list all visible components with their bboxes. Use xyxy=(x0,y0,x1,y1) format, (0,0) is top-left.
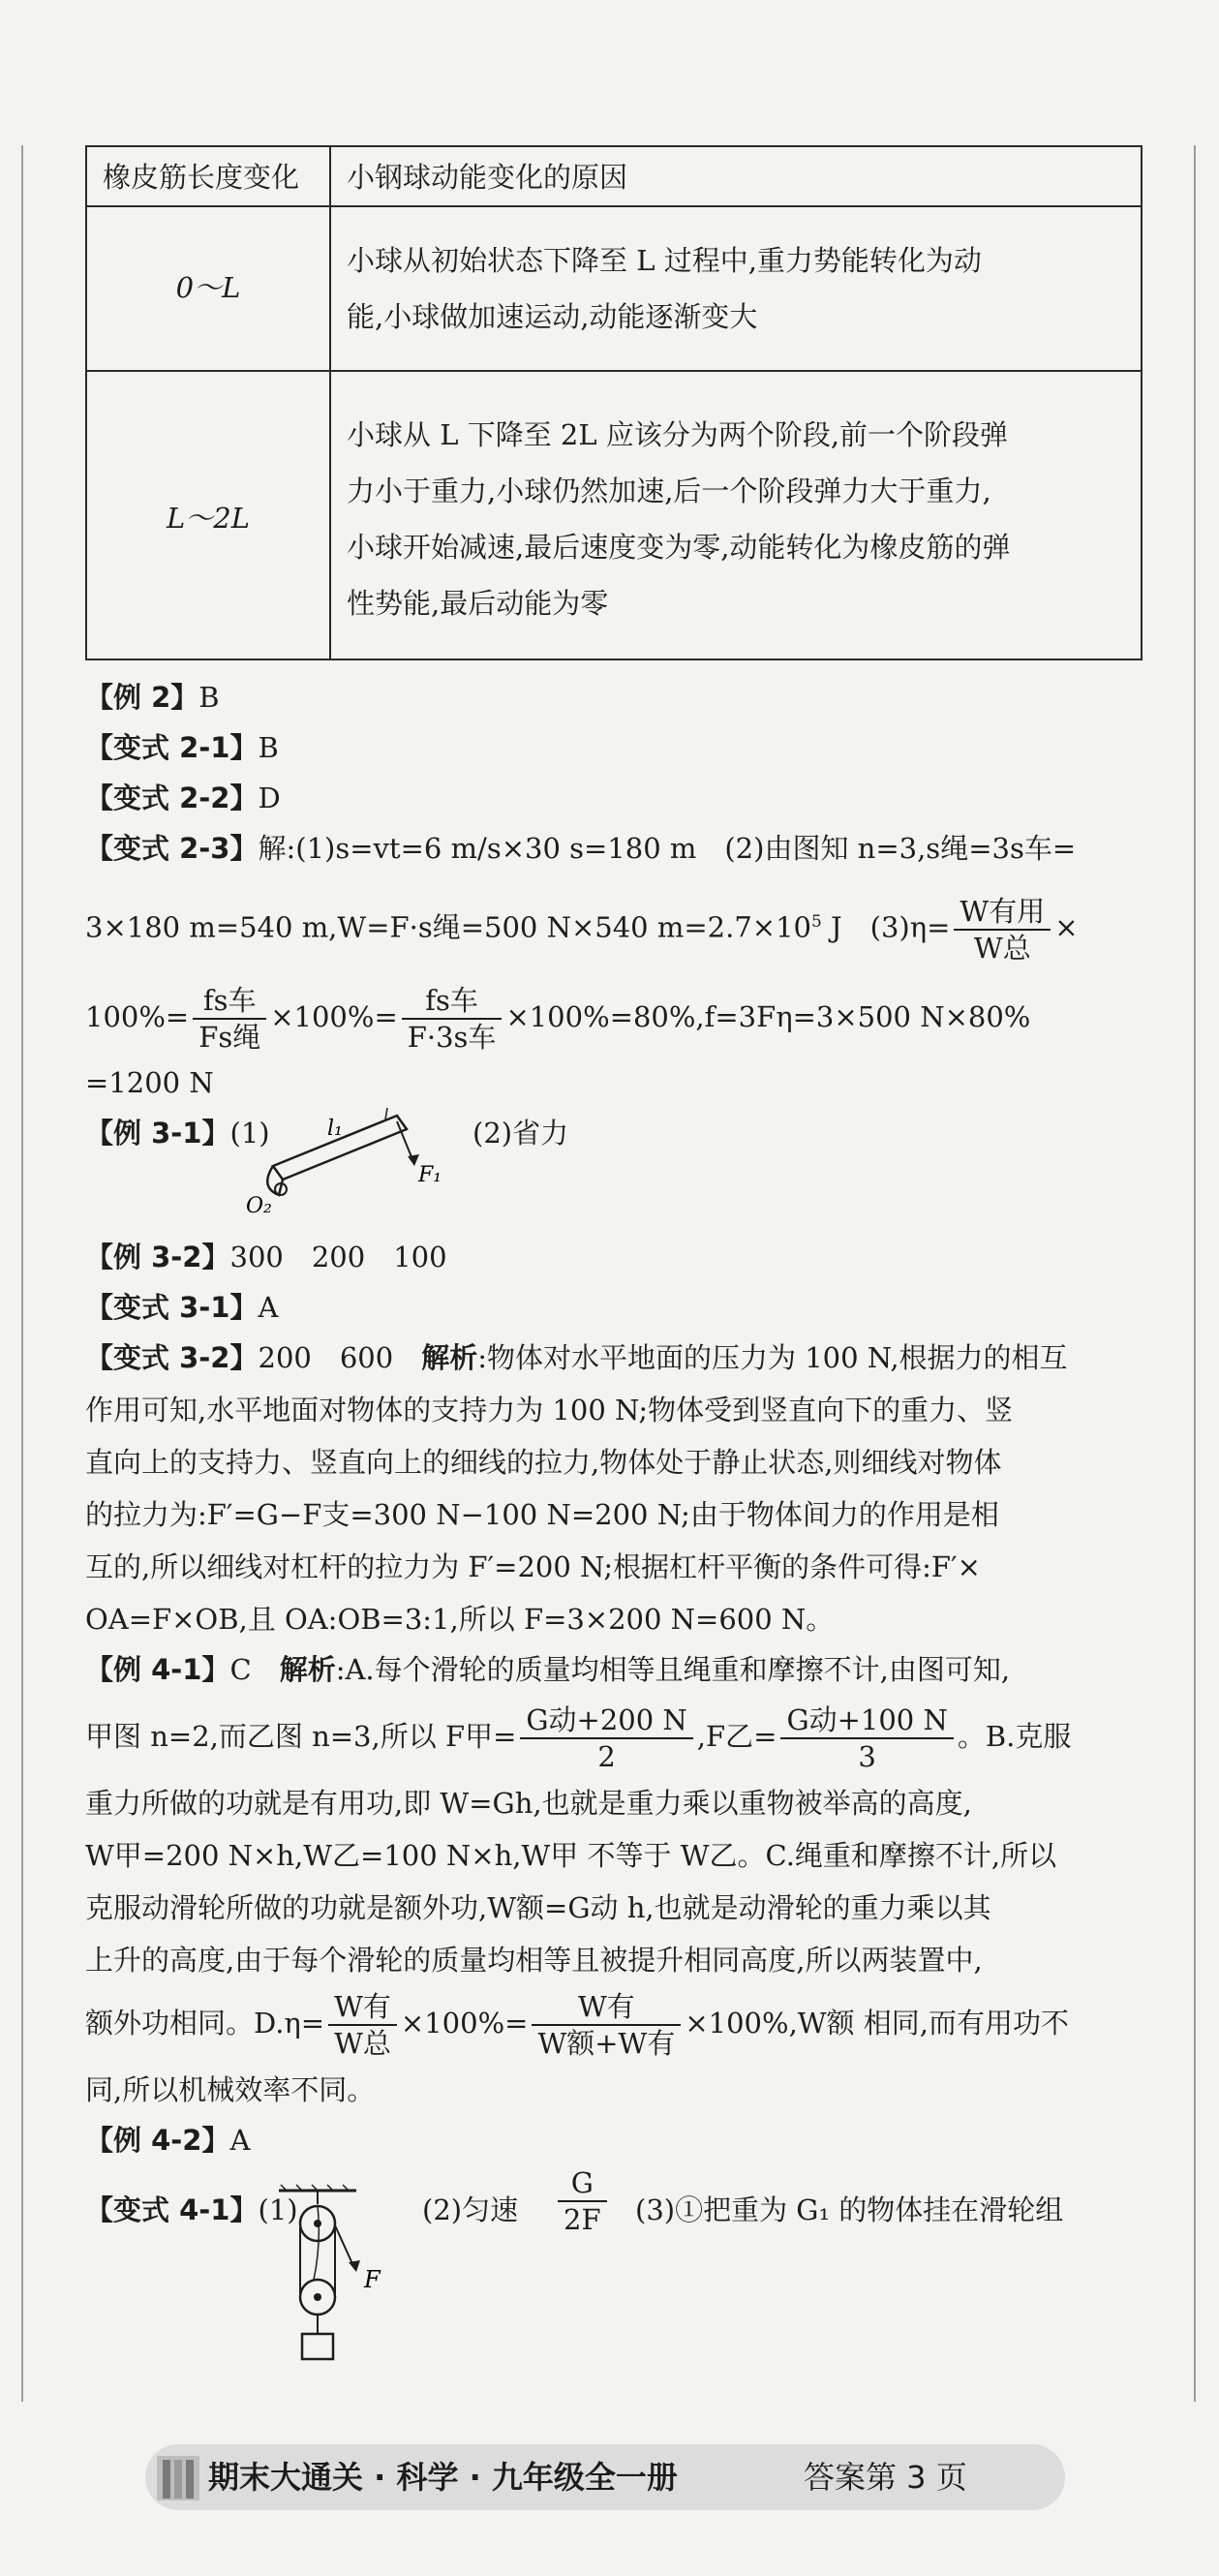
table-row-range: 0～L xyxy=(175,271,241,304)
denominator: W额+W有 xyxy=(537,2027,676,2060)
answer-value: A xyxy=(229,2124,251,2157)
answer-line-v32 xyxy=(85,1338,1143,1377)
numerator: G xyxy=(558,2165,607,2202)
denominator: 3 xyxy=(858,1740,876,1773)
denominator: F·3s车 xyxy=(407,1021,497,1054)
analysis-label: 解析 xyxy=(421,1341,478,1374)
table-row-text: 小球从 L 下降至 2L 应该分为两个阶段,前一个阶段弹 xyxy=(347,418,1009,451)
solution-line xyxy=(85,980,1143,1055)
lever-label-pivot: O₂ xyxy=(246,1194,272,1218)
answer-part: (3)①把重为 G₁ 的物体挂在滑轮组 xyxy=(635,2193,1064,2226)
analysis-line: 互的,所以细线对杠杆的拉力为 F′=200 N;根据杠杆平衡的条件可得:F′× xyxy=(85,1550,981,1583)
answer-line-v22 xyxy=(85,779,1143,817)
book-logo-icon xyxy=(155,2450,201,2504)
answer-tag: 【变式 2-3】 xyxy=(85,832,259,865)
answer-value: B xyxy=(198,681,220,714)
solution-line xyxy=(85,1063,1143,1102)
answer-tag: 【例 2】 xyxy=(85,681,199,714)
table-header-col1: 橡皮筋长度变化 xyxy=(103,161,300,194)
table-row-text: 小球开始减速,最后速度变为零,动能转化为橡皮筋的弹 xyxy=(347,531,1011,564)
answer-table xyxy=(85,145,1143,660)
analysis-line xyxy=(85,1987,1143,2061)
analysis-text: 。B.克服 xyxy=(957,1720,1072,1753)
solution-text: 3×180 m=540 m,W=F·s绳=500 N×540 m=2.7×10 xyxy=(85,910,811,944)
answer-line-ex32 xyxy=(85,1238,1143,1276)
footer-page-number: 答案第 3 页 xyxy=(804,2459,967,2496)
denominator: 2F xyxy=(564,2203,601,2236)
numerator: G动+100 N xyxy=(780,1702,953,1739)
table-row-text: 小球从初始状态下降至 L 过程中,重力势能转化为动 xyxy=(347,244,982,277)
analysis-line xyxy=(85,1701,1143,1774)
answer-part-3 xyxy=(635,2191,1143,2229)
analysis-line: 作用可知,水平地面对物体的支持力为 100 N;物体受到竖直向下的重力、竖 xyxy=(85,1394,1014,1426)
fraction xyxy=(520,1702,692,1774)
answer-tag: 【变式 3-1】 xyxy=(85,1291,259,1324)
answer-tag: 【例 3-2】 xyxy=(85,1241,230,1273)
answer-tag: 【例 3-1】 xyxy=(85,1117,230,1150)
analysis-line: 的拉力为:F′=G−F支=300 N−100 N=200 N;由于物体间力的作用是相 xyxy=(85,1498,999,1531)
analysis-text: 额外功相同。D.η= xyxy=(85,2007,325,2039)
analysis-line: 同,所以机械效率不同。 xyxy=(85,2073,376,2106)
denominator: Fs绳 xyxy=(198,1021,261,1054)
answer-part-2 xyxy=(472,1114,1143,1152)
analysis-line: 克服动滑轮所做的功就是额外功,W额=G动 h,也就是动滑轮的重力乘以其 xyxy=(85,1891,991,1924)
answer-line-ex42 xyxy=(85,2121,1143,2160)
answer-tag: 【例 4-2】 xyxy=(85,2124,230,2157)
answer-line-ex2 xyxy=(85,678,1143,717)
numerator: W有用 xyxy=(954,894,1051,931)
solution-text: J (3)η= xyxy=(821,910,951,944)
answer-value: B xyxy=(258,731,279,764)
analysis-line: OA=F×OB,且 OA:OB=3:1,所以 F=3×200 N=600 N。 xyxy=(85,1603,835,1636)
answer-part: (2)匀速 xyxy=(422,2193,519,2226)
solution-text: ×100%= xyxy=(270,1000,398,1033)
lever-label-force: F₁ xyxy=(418,1163,442,1187)
fraction xyxy=(328,1989,397,2061)
analysis-line: W甲=200 N×h,W乙=100 N×h,W甲 不等于 W乙。C.绳重和摩擦不计,所以 xyxy=(85,1839,1057,1872)
solution-text: 100%= xyxy=(85,1000,190,1033)
analysis-line: 上升的高度,由于每个滑轮的质量均相等且被提升相同高度,所以两装置中, xyxy=(85,1944,983,1977)
answer-tag: 【例 4-1】 xyxy=(85,1653,230,1686)
answer-value: 200 600 xyxy=(258,1341,422,1374)
pulley-diagram xyxy=(259,2183,395,2367)
table-row-text: 能,小球做加速运动,动能逐渐变大 xyxy=(347,300,758,333)
answer-value: C xyxy=(229,1653,280,1686)
exponent: 5 xyxy=(810,912,822,932)
fraction xyxy=(402,983,503,1055)
answer-tag: 【变式 2-1】 xyxy=(85,731,259,764)
analysis-text: :A.每个滑轮的质量均相等且绳重和摩擦不计,由图可知, xyxy=(335,1653,1011,1686)
answer-line-ex41 xyxy=(85,1650,1143,1689)
table-column-divider xyxy=(329,147,331,659)
answer-tag: 【变式 2-2】 xyxy=(85,782,259,814)
fraction xyxy=(780,1702,953,1774)
table-row-text: 力小于重力,小球仍然加速,后一个阶段弹力大于重力, xyxy=(347,475,991,507)
footer-title: 期末大通关 · 科学 · 九年级全一册 xyxy=(208,2459,678,2496)
analysis-text: ,F乙= xyxy=(696,1720,777,1753)
denominator: 2 xyxy=(597,1740,616,1773)
lever-diagram xyxy=(242,1106,455,1222)
solution-text: =1200 N xyxy=(85,1066,214,1099)
table-row-divider xyxy=(87,205,1141,207)
fraction xyxy=(532,1989,681,2061)
lever-label-l1: l₁ xyxy=(327,1117,343,1141)
analysis-text: 甲图 n=2,而乙图 n=3,所以 F甲= xyxy=(85,1720,517,1753)
analysis-label: 解析 xyxy=(279,1653,336,1686)
answer-value: 300 200 100 xyxy=(229,1241,447,1273)
numerator: W有 xyxy=(532,1989,681,2026)
solution-text: ×100%=80%,f=3Fη=3×500 N×80% xyxy=(505,1000,1031,1033)
fraction xyxy=(193,983,266,1055)
analysis-text: :物体对水平地面的压力为 100 N,根据力的相互 xyxy=(477,1341,1068,1374)
numerator: fs车 xyxy=(402,983,503,1020)
table-row-text: 性势能,最后动能为零 xyxy=(347,587,609,620)
pulley-label-force: F xyxy=(364,2266,381,2293)
numerator: W有 xyxy=(328,1989,397,2026)
answer-line-v23 xyxy=(85,829,1143,868)
denominator: W总 xyxy=(334,2027,391,2060)
answer-line-v31 xyxy=(85,1288,1143,1327)
numerator: G动+200 N xyxy=(520,1702,692,1739)
fraction xyxy=(558,2165,607,2237)
answer-tag: 【变式 3-2】 xyxy=(85,1341,259,1374)
solution-text: × xyxy=(1054,910,1079,944)
analysis-line: 重力所做的功就是有用功,即 W=Gh,也就是重力乘以重物被举高的高度, xyxy=(85,1787,972,1820)
left-margin-line xyxy=(21,145,23,2402)
table-header-col2: 小钢球动能变化的原因 xyxy=(347,161,628,194)
analysis-text: ×100%,W额 相同,而有用功不 xyxy=(685,2007,1070,2039)
analysis-line: 直向上的支持力、竖直向上的细线的拉力,物体处于静止状态,则细线对物体 xyxy=(85,1446,1002,1479)
numerator: fs车 xyxy=(193,983,266,1020)
answer-tag: 【变式 4-1】 xyxy=(85,2193,259,2226)
answer-line-v21 xyxy=(85,728,1143,767)
answer-value: A xyxy=(258,1291,279,1324)
analysis-text: ×100%= xyxy=(400,2007,529,2039)
answer-part: (1) xyxy=(258,2193,298,2226)
answer-value: D xyxy=(258,782,281,814)
fraction xyxy=(954,894,1051,966)
table-row-divider xyxy=(87,370,1141,372)
answer-part: (1) xyxy=(229,1117,270,1150)
denominator: W总 xyxy=(973,931,1031,965)
solution-label: 解: xyxy=(258,832,296,865)
answer-part: (2)省力 xyxy=(472,1117,569,1150)
solution-line xyxy=(85,893,1143,966)
solution-text: (1)s=vt=6 m/s×30 s=180 m (2)由图知 n=3,s绳=3s车= xyxy=(295,832,1077,865)
right-margin-line xyxy=(1194,145,1196,2402)
table-row-range: L～2L xyxy=(167,502,250,535)
